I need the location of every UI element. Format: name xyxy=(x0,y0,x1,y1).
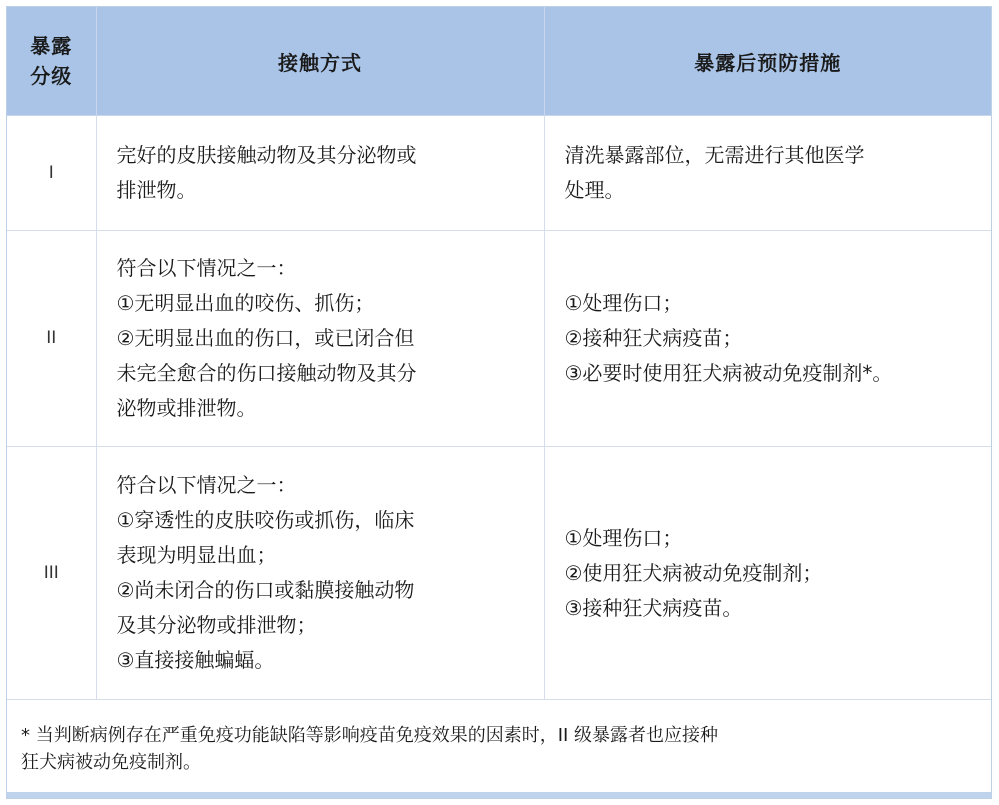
table-header-row xyxy=(7,7,991,116)
table-row xyxy=(7,447,991,700)
cell-line: 表现为明显出血； xyxy=(116,543,277,567)
cell-line: 符合以下情况之一： xyxy=(116,256,297,280)
cell-line: ③必要时使用狂犬病被动免疫制剂*。 xyxy=(564,361,893,385)
grade-cell: II xyxy=(7,231,96,447)
header-contact: 接触方式 xyxy=(96,7,544,116)
exposure-grade-table xyxy=(7,7,991,700)
header-grade-line2: 分级 xyxy=(30,64,73,88)
header-grade-line1: 暴露 xyxy=(30,34,73,58)
cell-line: ②使用狂犬病被动免疫制剂； xyxy=(564,560,823,585)
footnote-line2: 狂犬病被动免疫制剂。 xyxy=(21,752,201,773)
header-measures: 暴露后预防措施 xyxy=(544,7,991,116)
contact-cell xyxy=(96,116,544,231)
contact-cell xyxy=(96,447,544,700)
table-row xyxy=(7,116,991,231)
cell-line: ③接种狂犬病疫苗。 xyxy=(564,595,743,620)
cell-line: ①无明显出血的咬伤、抓伤； xyxy=(116,291,375,315)
cell-line: ②接种狂犬病疫苗； xyxy=(564,326,743,350)
measures-cell xyxy=(544,116,991,231)
cell-line: 完好的皮肤接触动物及其分泌物或 xyxy=(116,143,417,167)
footnote-line1: * 当判断病例存在严重免疫功能缺陷等影响疫苗免疫效果的因素时，II 级暴露者也应接种 xyxy=(21,725,719,746)
exposure-table-frame xyxy=(6,6,992,799)
cell-line: 泌物或排泄物。 xyxy=(116,396,257,420)
cell-line: 排泄物。 xyxy=(116,178,197,202)
cell-line: 处理。 xyxy=(564,178,625,202)
cell-line: ②尚未闭合的伤口或黏膜接触动物 xyxy=(116,578,415,602)
contact-cell xyxy=(96,231,544,447)
cell-line: ①穿透性的皮肤咬伤或抓伤，临床 xyxy=(116,508,415,532)
cell-line: 及其分泌物或排泄物； xyxy=(116,613,317,637)
measures-cell xyxy=(544,231,991,447)
cell-line: 未完全愈合的伤口接触动物及其分 xyxy=(116,361,417,385)
bottom-divider xyxy=(7,792,991,798)
measures-cell xyxy=(544,447,991,700)
footnote xyxy=(21,722,981,776)
grade-cell: III xyxy=(7,447,96,700)
header-grade xyxy=(7,7,96,116)
cell-line: ①处理伤口； xyxy=(564,525,683,550)
table-row xyxy=(7,231,991,447)
cell-line: 符合以下情况之一： xyxy=(116,473,297,497)
cell-line: 清洗暴露部位，无需进行其他医学 xyxy=(564,143,865,167)
cell-line: ③直接接触蝙蝠。 xyxy=(116,648,275,672)
cell-line: ①处理伤口； xyxy=(564,291,683,315)
cell-line: ②无明显出血的伤口，或已闭合但 xyxy=(116,326,415,350)
grade-cell: I xyxy=(7,116,96,231)
